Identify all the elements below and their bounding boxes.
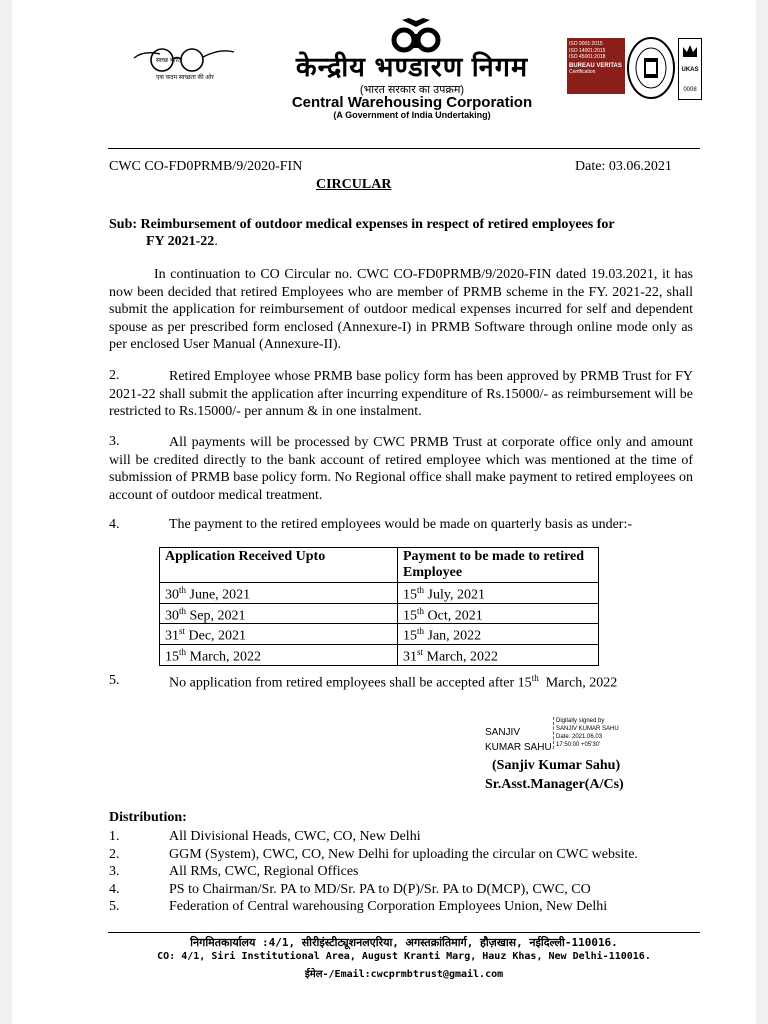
list-item: 1. All Divisional Heads, CWC, CO, New Delhi [109, 829, 421, 844]
circular-title: CIRCULAR [316, 177, 392, 192]
payment-date-cell: 15th Oct, 2021 [398, 603, 599, 624]
paragraph-4: The payment to the retired employees would be made on quarterly basis as under:- [169, 517, 633, 532]
paragraph-4-number: 4. [109, 517, 120, 532]
payment-schedule-table [159, 547, 599, 666]
payment-date-cell: 31st March, 2022 [398, 644, 599, 665]
application-date-cell: 30th Sep, 2021 [160, 603, 398, 624]
org-subtitle-english: (A Government of India Undertaking) [333, 110, 491, 120]
crown-icon [679, 39, 701, 65]
cwc-logo-icon [382, 14, 450, 54]
reference-number: CWC CO-FD0PRMB/9/2020-FIN [109, 159, 303, 174]
table-row [160, 603, 599, 624]
header-divider [108, 148, 700, 149]
circular-date: Date: 03.06.2021 [575, 159, 672, 174]
distribution-list [109, 828, 729, 916]
table-row [160, 583, 599, 604]
paragraph-5: No application from retired employees shall be accepted after 15th March, 2022 [169, 673, 618, 691]
paragraph-1: In continuation to CO Circular no. CWC CO-FD0PRMB/9/2020-FIN dated 19.03.2021, it has now been decided that retired Employees who are member of PRMB scheme in the FY. 2021-22, shall submit the application for reimbursement of outdoor medical expenses incurred for self and dependent spouse as per prescribed form enclosed (Annexure-I) in PRMB Software through online mode only as per enclosed User Manual (Annexure-II). [109, 267, 693, 352]
list-item: 4. PS to Chairman/Sr. PA to MD/Sr. PA to D(P)/Sr. PA to D(MCP), CWC, CO [109, 881, 591, 897]
paragraph-2-number: 2. [109, 368, 120, 383]
payment-date-cell: 15th July, 2021 [398, 583, 599, 604]
signatory-designation: Sr.Asst.Manager(A/Cs) [485, 777, 624, 792]
swachh-text: स्वच्छ भारत [156, 58, 182, 64]
list-item: 5. Federation of Central warehousing Corporation Employees Union, New Delhi [109, 899, 608, 914]
swachh-tagline: एक कदम स्वच्छता की ओर [156, 75, 214, 81]
subject-continuation: FY 2021-22. [146, 234, 218, 249]
paragraph-3-number: 3. [109, 434, 120, 449]
footer-address-hindi: निगमितकार्यालय :4/1, सीरीइंस्टीट्यूशनलएरिया, अगस्तक्रांतिमार्ग, हौज़खास, नईदिल्ली-110016. [190, 936, 618, 949]
signatory-name: (Sanjiv Kumar Sahu) [492, 758, 621, 773]
iso-certification-badge: ISO 9001:2015 ISO 14001:2015 ISO 45001:2018 BUREAU VERITAS Certification [567, 38, 625, 94]
subject-line: Sub: Reimbursement of outdoor medical expenses in respect of retired employees for [109, 217, 615, 232]
org-name-english: Central Warehousing Corporation [291, 94, 533, 111]
payment-date-cell: 15th Jan, 2022 [398, 624, 599, 645]
org-name-hindi: केन्द्रीय भण्डारण निगम [295, 52, 529, 82]
list-item: 2. GGM (System), CWC, CO, New Delhi for uploading the circular on CWC website. [109, 846, 638, 862]
application-date-cell: 15th March, 2022 [160, 644, 398, 665]
org-subtitle-hindi: (भारत सरकार का उपक्रम) [359, 84, 465, 96]
application-date-cell: 30th June, 2021 [160, 583, 398, 604]
list-item: 3. All RMs, CWC, Regional Offices [109, 864, 359, 879]
table-row [160, 644, 599, 665]
footer-email: ईमेल-/Email:cwcprmbtrust@gmail.com [304, 969, 504, 980]
column-header-application: Application Received Upto [160, 548, 398, 583]
digital-signature-stamp: Digitally signed by SANJIV KUMAR SAHU Date: 2021.06.03 17:50:00 +05'30' [553, 717, 619, 749]
paragraph-2: Retired Employee whose PRMB base policy form has been approved by PRMB Trust for FY 2021-22 shall submit the application after incurring expenditure of Rs.15000/- as reimbursement will be restricted to Rs.15000/- per annum & in one instalment. [109, 369, 693, 419]
swachh-bharat-logo [130, 44, 240, 84]
column-header-payment: Payment to be made to retired Employee [398, 548, 599, 583]
footer-divider [108, 932, 700, 933]
footer-address-english: CO: 4/1, Siri Institutional Area, August Kranti Marg, Hauz Khas, New Delhi-110016. [157, 951, 651, 962]
table-row [160, 624, 599, 645]
ukas-badge: UKAS 0008 [678, 38, 702, 100]
distribution-heading: Distribution: [109, 810, 187, 825]
table-header-row [160, 548, 599, 583]
paragraph-5-number: 5. [109, 673, 120, 688]
paragraph-3: All payments will be processed by CWC PRMB Trust at corporate office only and amount will be credited directly to the bank account of retired employee which was mentioned at the time of submission of PRMB base policy form. No Regional office shall make payment to retired employees on account of outdoor medical treatment. [109, 435, 693, 503]
bureau-veritas-seal-icon [626, 36, 676, 100]
document-page [12, 0, 756, 1024]
application-date-cell: 31st Dec, 2021 [160, 624, 398, 645]
signer-name-block: SANJIV KUMAR SAHU [485, 727, 552, 753]
